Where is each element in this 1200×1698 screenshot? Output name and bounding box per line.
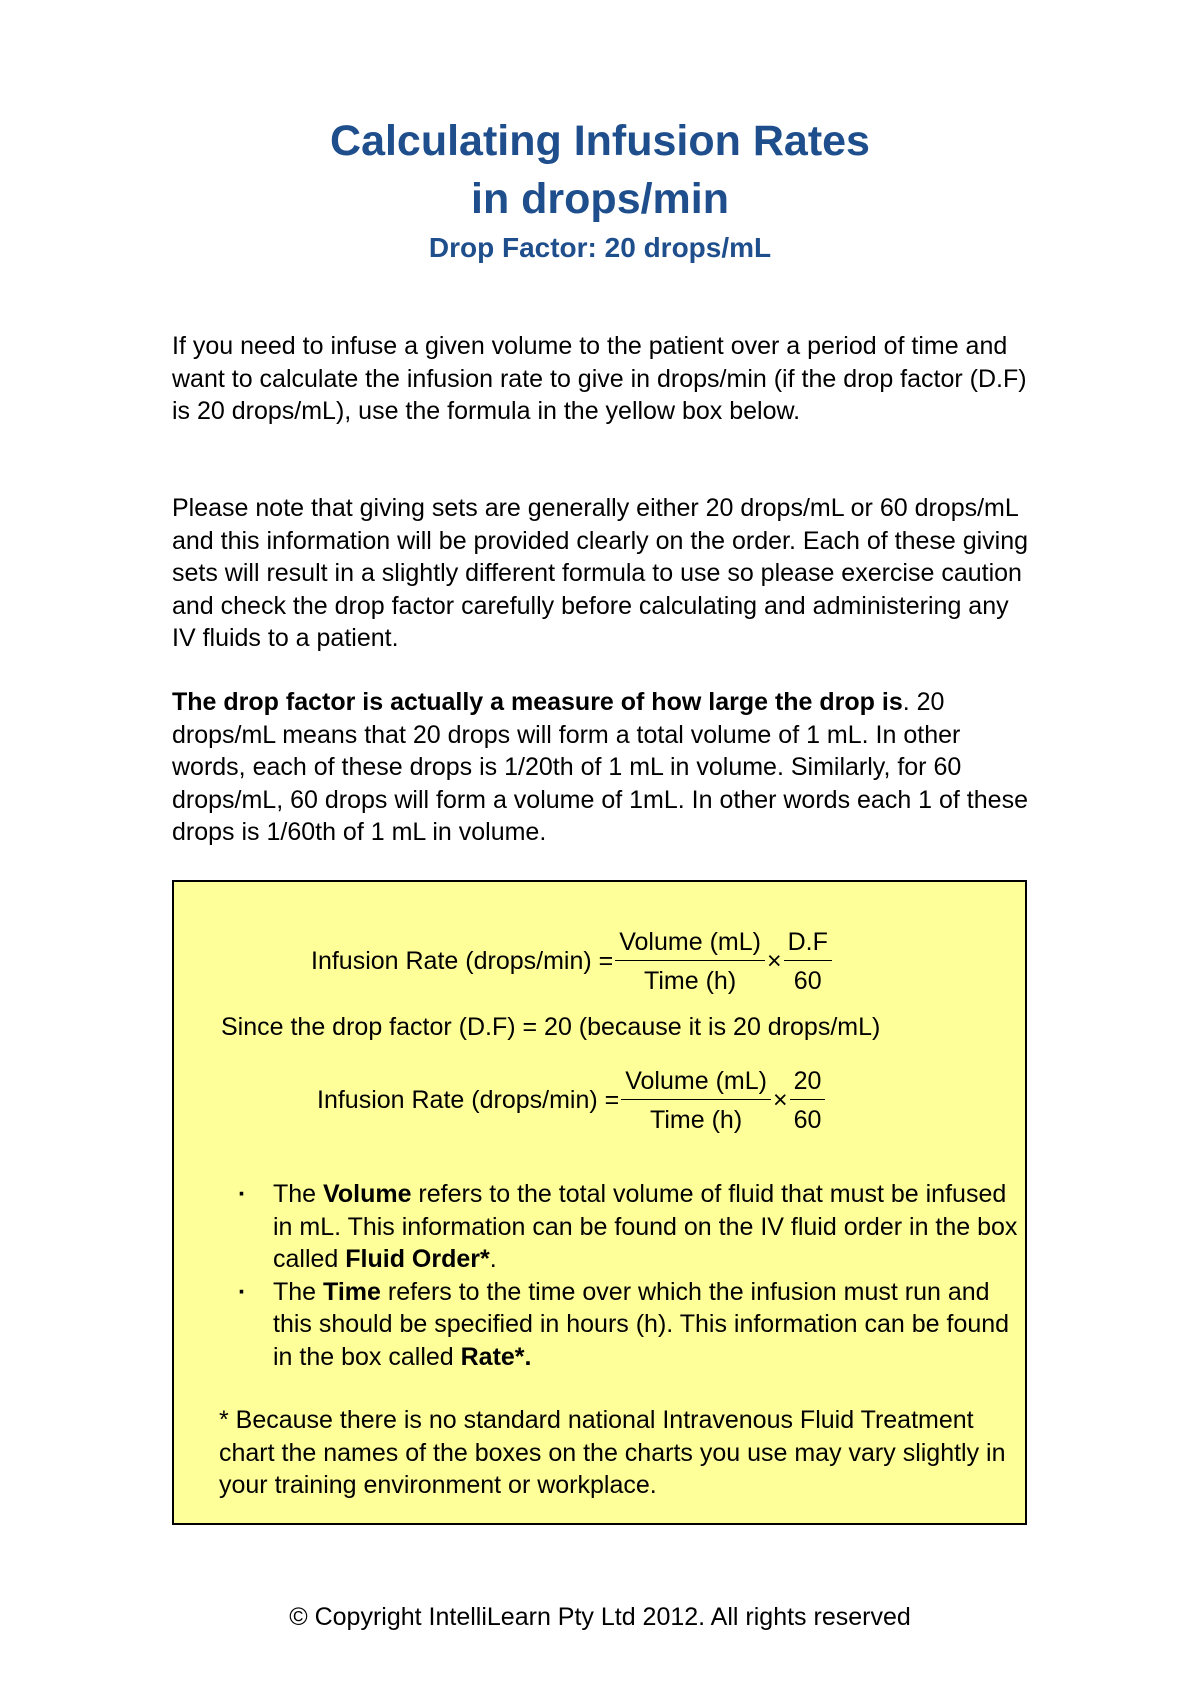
formula-box <box>172 880 1027 1525</box>
formula-specific-numerator-volume: Volume (mL) <box>621 1065 771 1100</box>
formula-specific-denominator-60: 60 <box>793 1106 822 1134</box>
page-title-line2: in drops/min <box>471 175 729 223</box>
bullet-time-term: Time <box>323 1277 381 1306</box>
bullet-volume-text: refers to the total volume of fluid that must be infused in mL. This information can be found on the IV fluid order in the box called <box>273 1180 1018 1273</box>
page-title-line1: Calculating Infusion Rates <box>330 117 870 165</box>
bullet-time-pre: The <box>273 1277 324 1306</box>
formula-specific-denominator-time: Time (h) <box>650 1106 743 1134</box>
bullet-dot-icon: · <box>238 1277 247 1306</box>
bullet-dot-icon: · <box>238 1180 247 1208</box>
bullet-volume-box-name: Fluid Order* <box>345 1245 490 1273</box>
formula-general <box>309 926 832 997</box>
bullet-time-box-name: Rate*. <box>460 1342 532 1371</box>
formula-specific-numerator-20: 20 <box>790 1065 826 1100</box>
page-subtitle: Drop Factor: 20 drops/mL <box>428 232 772 263</box>
formula-general-times: × <box>766 947 782 975</box>
formula-specific-fraction-20-60 <box>790 1065 826 1136</box>
intro-paragraph-3-rest: . 20 drops/mL means that 20 drops will form a total volume of 1 mL. In other words, each of these drops is 1/20th of 1 mL in volume. Similarly, for 60 drops/mL, 60 drops will form a volume of 1mL. In other words each 1 of these drops is 1/60th of 1 mL in volume. <box>172 688 1028 847</box>
bullet-volume-pre: The <box>273 1180 324 1208</box>
formula-general-denominator-time: Time (h) <box>644 967 737 995</box>
intro-paragraph-3-bold: The drop factor is actually a measure of how large the drop is <box>172 688 903 716</box>
bullet-volume-post: . <box>489 1245 497 1273</box>
formula-general-denominator-60: 60 <box>793 967 822 995</box>
formula-specific-lhs: Infusion Rate (drops/min) = <box>317 1086 620 1114</box>
formula-general-numerator-volume: Volume (mL) <box>615 926 765 961</box>
list-item-time <box>174 1276 1025 1374</box>
formula-general-numerator-df: D.F <box>784 926 832 961</box>
intro-paragraph-1: If you need to infuse a given volume to the patient over a period of time and want to calculate the infusion rate to give in drops/min (if the drop factor (D.F) is 20 drops/mL), use the formula in the yellow box below. <box>172 332 1027 426</box>
formula-specific-fraction-volume-time <box>621 1065 771 1136</box>
title-block <box>0 112 1200 268</box>
formula-general-fraction-volume-time <box>615 926 765 997</box>
intro-paragraph-3 <box>172 686 1032 849</box>
intro-paragraph-2: Please note that giving sets are generally either 20 drops/mL or 60 drops/mL and this information will be provided clearly on the order. Each of these giving sets will result in a slightly different formula to use so please exercise caution and check the drop factor carefully before calculating and administering any IV fluids to a patient. <box>172 494 1029 653</box>
bullet-volume-term: Volume <box>323 1180 412 1208</box>
formula-specific <box>315 1065 825 1136</box>
since-drop-factor-line: Since the drop factor (D.F) = 20 (because it is 20 drops/mL) <box>221 1013 881 1041</box>
formula-general-fraction-df <box>784 926 832 997</box>
list-item-volume <box>174 1178 1025 1276</box>
copyright-footer: © Copyright IntelliLearn Pty Ltd 2012. All rights reserved <box>289 1603 911 1631</box>
formula-explanation-list <box>174 1178 1025 1373</box>
footnote: * Because there is no standard national Intravenous Fluid Treatment chart the names of the boxes on the charts you use may vary slightly in your training environment or workplace. <box>219 1406 1006 1499</box>
formula-specific-times: × <box>772 1086 788 1114</box>
formula-general-lhs: Infusion Rate (drops/min) = <box>311 947 614 975</box>
bullet-time-text: refers to the time over which the infusion must run and this should be specified in hours (h). This information can be found in the box called <box>273 1277 1010 1371</box>
